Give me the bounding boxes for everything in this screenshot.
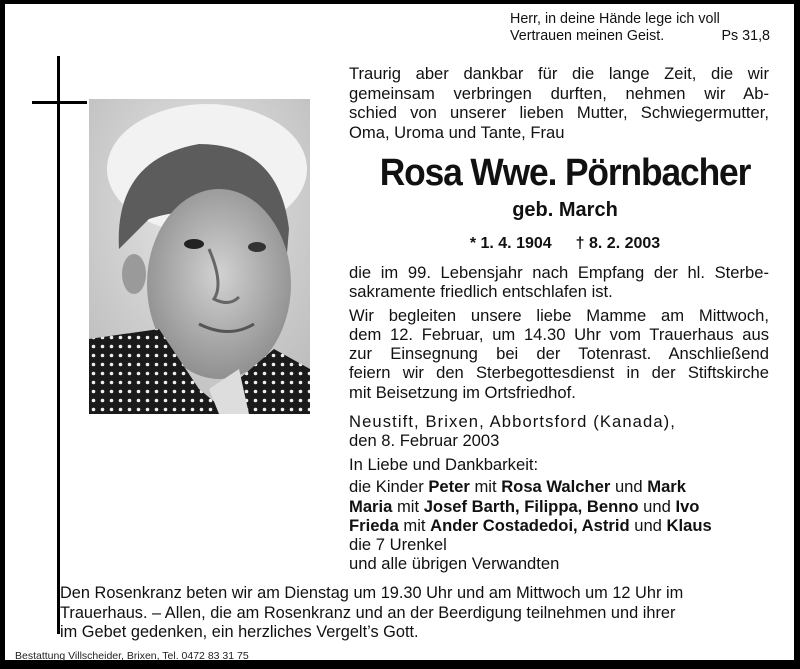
- intro-text: [349, 64, 769, 142]
- family-connector: die 7 Urenkel: [349, 535, 447, 555]
- family-line: [349, 554, 779, 573]
- family-connector: und alle übrigen Verwandten: [349, 554, 560, 574]
- psalm-line-2: Vertrauen meinen Geist.: [510, 28, 665, 44]
- family-connector: mit: [469, 477, 502, 497]
- obituary-notice: [5, 4, 794, 660]
- intro-line: gemeinsam verbringen durften, nehmen wir Ab-: [349, 83, 769, 103]
- family-member-name: Rosa Walcher: [501, 477, 611, 497]
- deceased-name: Rosa Wwe. Pörnbacher: [379, 152, 751, 194]
- family-line: [349, 535, 779, 554]
- family-connector: und: [610, 477, 648, 497]
- portrait-photo: [89, 99, 310, 414]
- family-line: [349, 477, 779, 496]
- family-member-name: Ander Costadedoi, Astrid: [430, 515, 630, 535]
- family-member-name: Ivo: [675, 496, 700, 516]
- family-connector: und: [638, 496, 676, 516]
- body-line: sakramente friedlich entschlafen ist.: [349, 282, 613, 302]
- psalm-quote: [510, 11, 770, 45]
- cross-icon: [57, 56, 60, 634]
- family-member-name: Peter: [428, 477, 470, 497]
- intro-line: Oma, Uroma und Tante, Frau: [349, 122, 565, 142]
- family-member-name: Frieda: [349, 515, 399, 535]
- funeral-home-credit: Bestattung Villscheider, Brixen, Tel. 0472 83 31 75: [15, 650, 249, 662]
- family-connector: mit: [398, 515, 431, 535]
- date-line: den 8. Februar 2003: [349, 431, 500, 450]
- psalm-line-1: Herr, in deine Hände lege ich voll: [510, 11, 720, 27]
- family-lines: [349, 477, 779, 573]
- cross-icon-bar: [32, 101, 87, 104]
- family-member-name: Klaus: [666, 515, 712, 535]
- life-dates: [335, 234, 795, 254]
- family-member-name: Mark: [647, 477, 686, 497]
- psalm-reference: Ps 31,8: [721, 28, 770, 44]
- family-connector: mit: [392, 496, 424, 516]
- maiden-name: geb. March: [512, 199, 618, 221]
- family-connector: und: [629, 515, 667, 535]
- death-date: † 8. 2. 2003: [575, 235, 661, 252]
- body-line: Wir begleiten unsere liebe Mamme am Mittwoch,: [349, 305, 769, 325]
- rosary-line: Den Rosenkranz beten wir am Dienstag um 19.30 Uhr und am Mittwoch um 12 Uhr im: [60, 583, 684, 602]
- body-line: feiern wir den Sterbegottesdienst in der Stiftskirche: [349, 363, 769, 383]
- rosary-line: im Gebet gedenken, ein herzliches Vergelt’s Gott.: [60, 622, 419, 642]
- family-member-name: Josef Barth, Filippa, Benno: [423, 496, 639, 516]
- family-heading: In Liebe und Dankbarkeit:: [349, 455, 539, 474]
- body-line: die im 99. Lebensjahr nach Empfang der hl. Sterbe-: [349, 263, 769, 282]
- family-connector: die Kinder: [349, 477, 429, 497]
- obituary-body: [349, 263, 769, 402]
- place-line: Neustift, Brixen, Abbortsford (Kanada),: [349, 412, 676, 431]
- body-line: mit Beisetzung im Ortsfriedhof.: [349, 382, 576, 402]
- family-member-name: Maria: [349, 496, 393, 516]
- rosary-notice: [60, 583, 761, 642]
- body-line: zur Einsegnung bei der Totenrast. Anschließend: [349, 344, 769, 364]
- birth-date: * 1. 4. 1904: [469, 235, 552, 252]
- body-line: dem 12. Februar, um 14.30 Uhr vom Trauerhaus aus: [349, 324, 769, 344]
- rosary-line: Trauerhaus. – Allen, die am Rosenkranz und an der Beerdigung teilnehmen und ihrer: [60, 602, 676, 622]
- intro-line: schied von unserer lieben Mutter, Schwiegermutter,: [349, 103, 769, 123]
- family-line: [349, 516, 779, 535]
- intro-line: Traurig aber dankbar für die lange Zeit, die wir: [349, 64, 769, 83]
- family-list: [349, 455, 779, 574]
- family-line: [349, 497, 779, 516]
- place-and-date: [349, 412, 769, 450]
